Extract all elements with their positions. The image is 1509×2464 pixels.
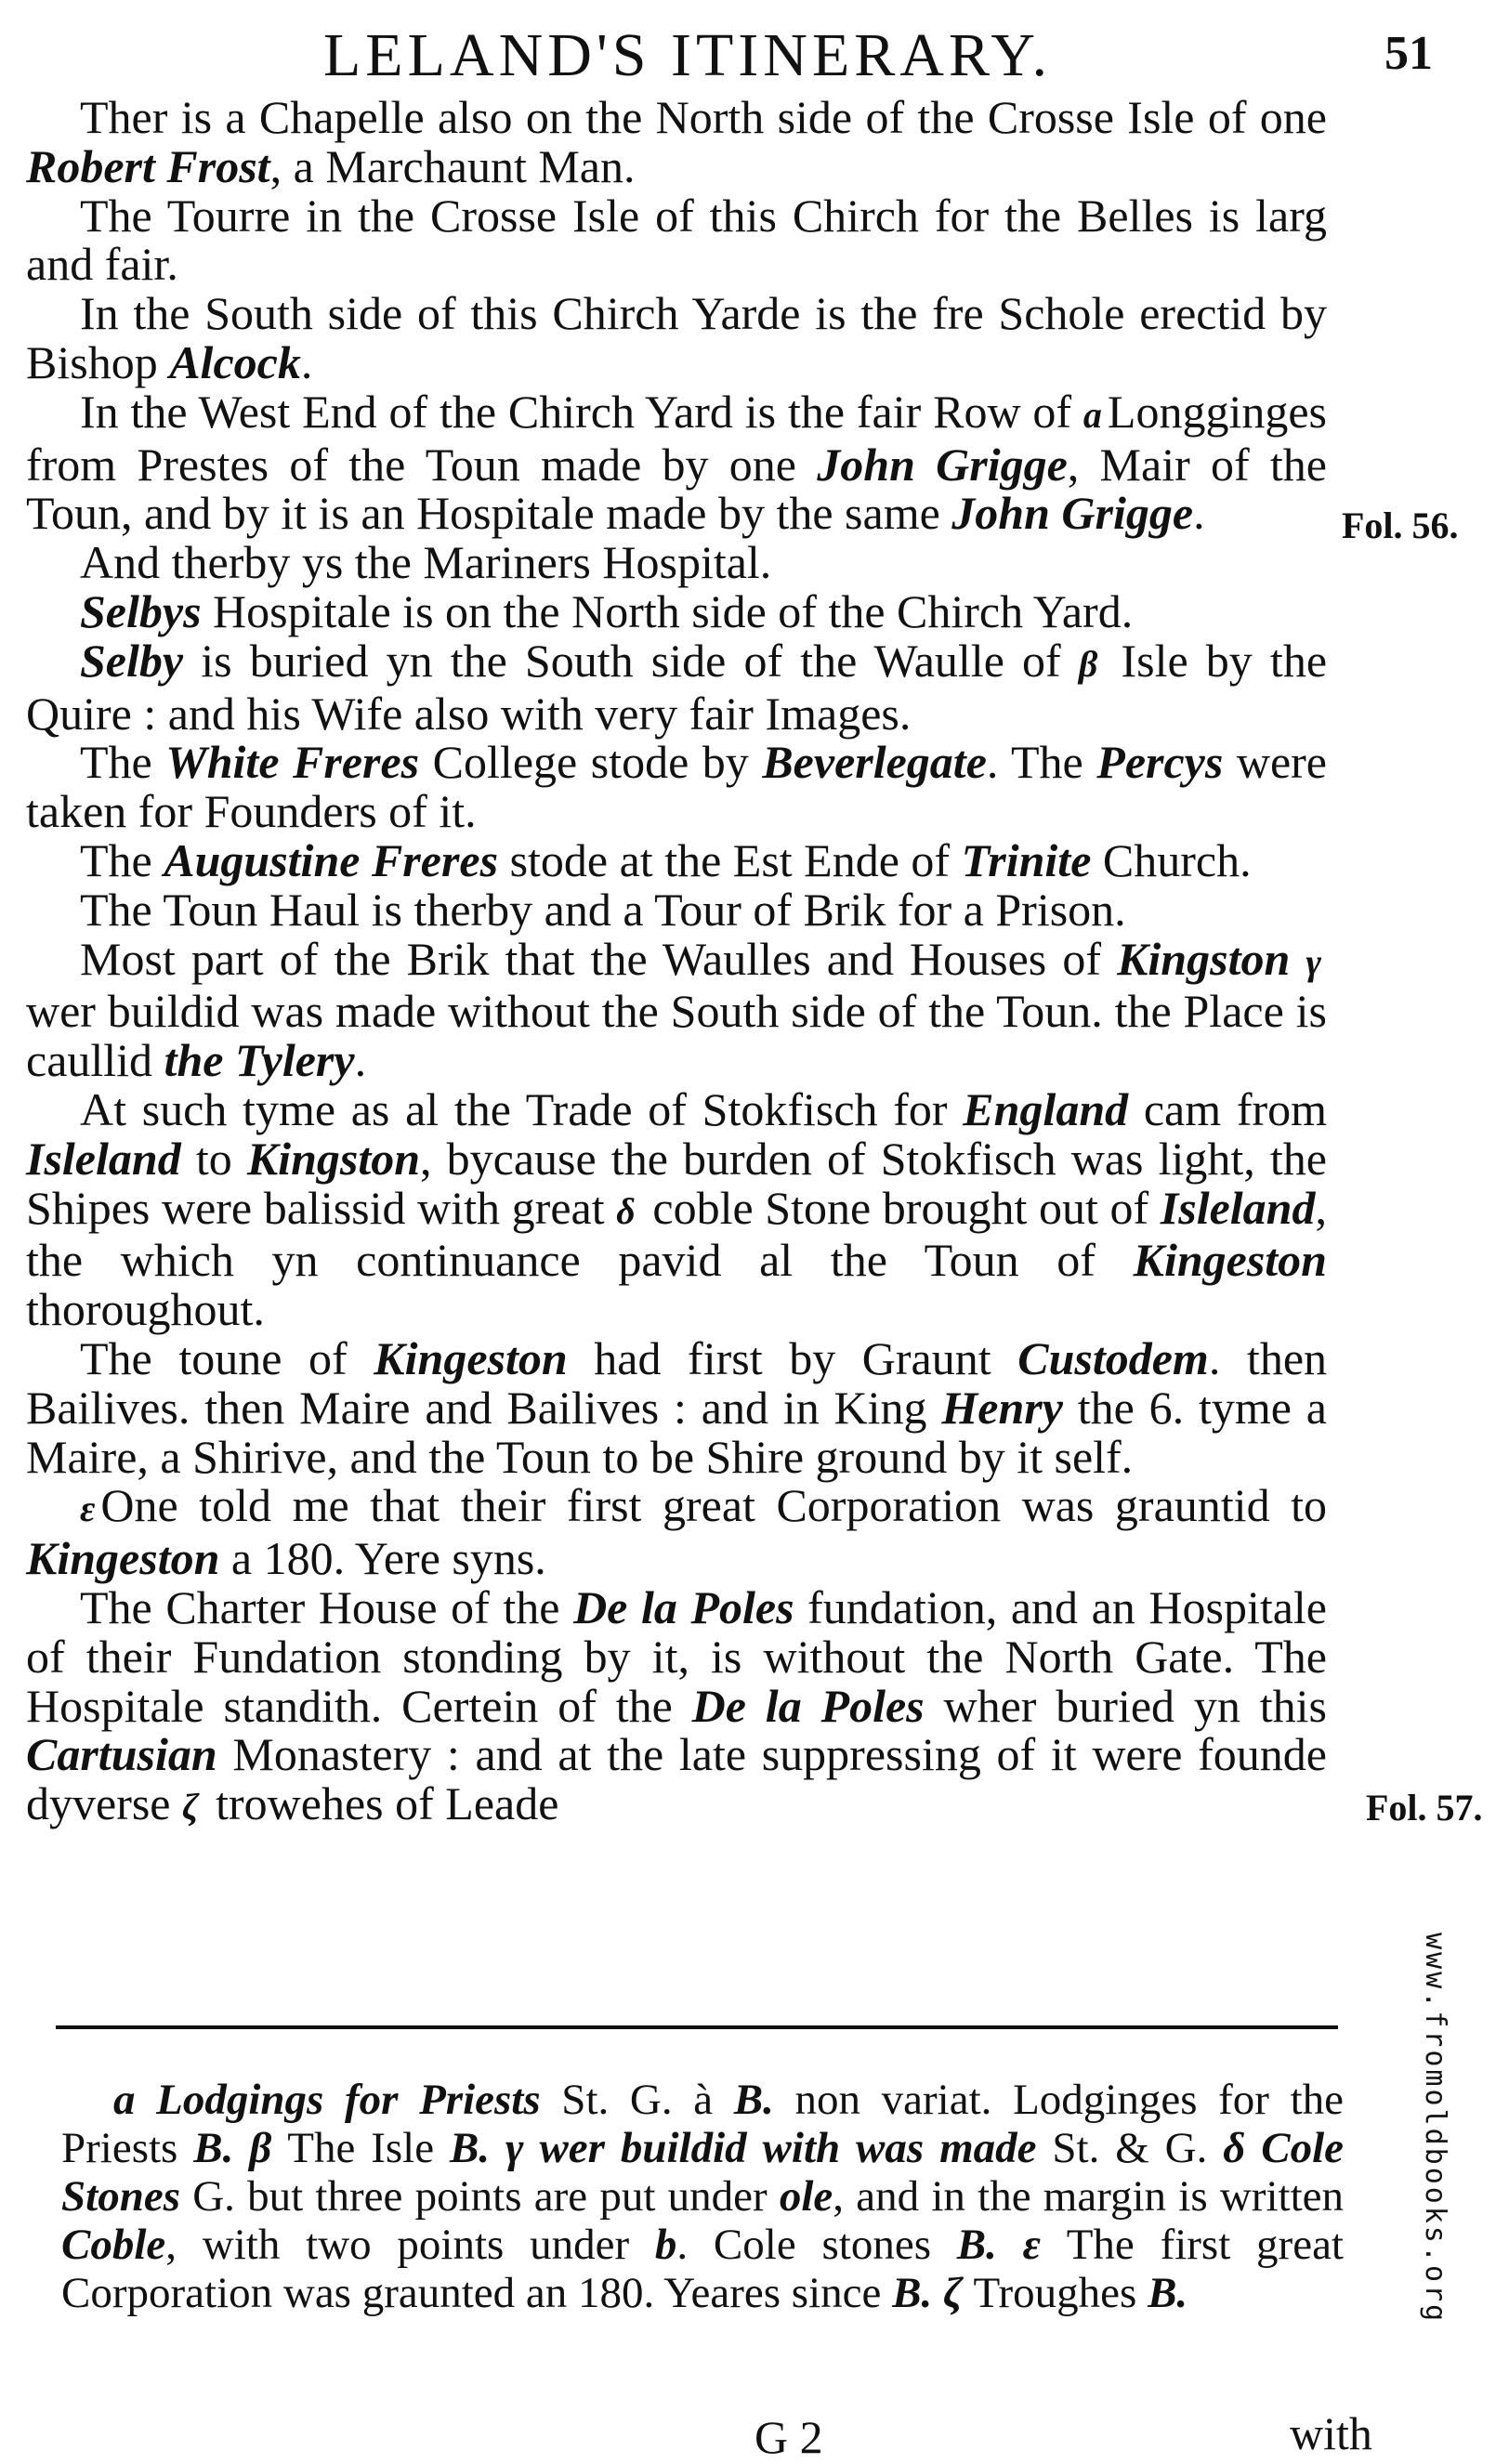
paragraph-3: In the South side of this Chirch Yarde is the fre Schole erectid by Bishop Alcock. [26,287,1327,388]
paragraph-6: Selbys Hospitale is on the North side of the Chirch Yard. [80,584,1134,637]
running-title: LELAND'S ITINERARY. [322,21,1052,89]
footnote-divider [56,2025,1338,2029]
paragraph-8: The White Freres College stode by Beverlegate. The Percys were taken for Founders of it. [26,736,1327,838]
note-mark-delta: δ [616,1189,636,1232]
paragraph-1: Ther is a Chapelle also on the North side of the Crosse Isle of one Robert Frost, a Marchaunt Man. [26,91,1327,192]
paragraph-10: The Toun Haul is therby and a Tour of Brik for a Prison. [80,883,1126,936]
paragraph-14: ε One told me that their first great Corporation was grauntid to Kingeston a 180. Yere syns. [26,1479,1327,1585]
main-text [26,93,1327,1832]
paragraph-9: The Augustine Freres stode at the Est Ende of Trinite Church. [80,833,1252,886]
note-mark-beta: β [1078,642,1098,685]
paragraph-4: In the West End of the Chirch Yard is the fair Row of a Longginges from Prestes of the Toun made by one John Grigge, Mair of the Toun, and by it is an Hospitale made by the same John Grigge. [26,385,1327,540]
margin-note-fol-57: Fol. 57. [1366,1787,1483,1828]
paragraph-13: The toune of Kingeston had first by Graunt Custodem. then Bailives. then Maire and Bailives : and in King Henry the 6. tyme a Maire, a Shirive, and the Toun to be Shire ground by it self. [26,1331,1328,1483]
catchword: with [1290,2407,1372,2459]
footnotes [61,2076,1344,2317]
paragraph-2: The Tourre in the Crosse Isle of this Chirch for the Belles is larg and fair. [26,189,1327,291]
signature-mark: G 2 [754,2411,823,2463]
footnote-text: a Lodgings for Priests St. G. à B. non variat. Lodginges for the Priests B. β The Isle B. γ wer buildid with was made St. & G. δ Cole Stones G. but three points are put under ole, and in the margin is written Coble, with two points under b. Cole stones B. ε The first great Corporation was graunted an 180. Yeares since B. ζ Troughes B. [61,2076,1345,2317]
note-mark-epsilon: ε [80,1488,96,1530]
paragraph-11: Most part of the Brik that the Waulles and Houses of Kingston γ wer buildid was made without the South side of the Toun. the Place is caullid the Tylery. [26,932,1327,1087]
note-mark-a: a [1083,393,1102,436]
paragraph-5: And therby ys the Mariners Hospital. [80,536,772,589]
paragraph-15: The Charter House of the De la Poles fundation, and an Hospitale of their Fundation stonding by it, is without the North Gate. The Hospitale standith. Certein of the De la Poles wher buried yn this Cartusian Monastery : and at the late suppressing of it were founde dyverse ζ trowehes of Leade [26,1580,1328,1830]
note-mark-zeta: ζ [182,1786,199,1828]
note-mark-gamma: γ [1306,940,1321,983]
margin-note-fol-56: Fol. 56. [1342,505,1459,546]
page-number: 51 [1384,27,1433,80]
watermark: www.fromoldbooks.org [1419,1933,1451,2325]
paragraph-7: Selby is buried yn the South side of the Waulle of β Isle by the Quire : and his Wife also with very fair Images. [26,634,1328,740]
paragraph-12: At such tyme as al the Trade of Stokfisch for England cam from Isleland to Kingston, bycause the burden of Stokfisch was light, the Shipes were balissid with great δ coble Stone brought out of Isleland, the which yn continuance pavid al the Toun of Kingeston thoroughout. [26,1082,1328,1336]
